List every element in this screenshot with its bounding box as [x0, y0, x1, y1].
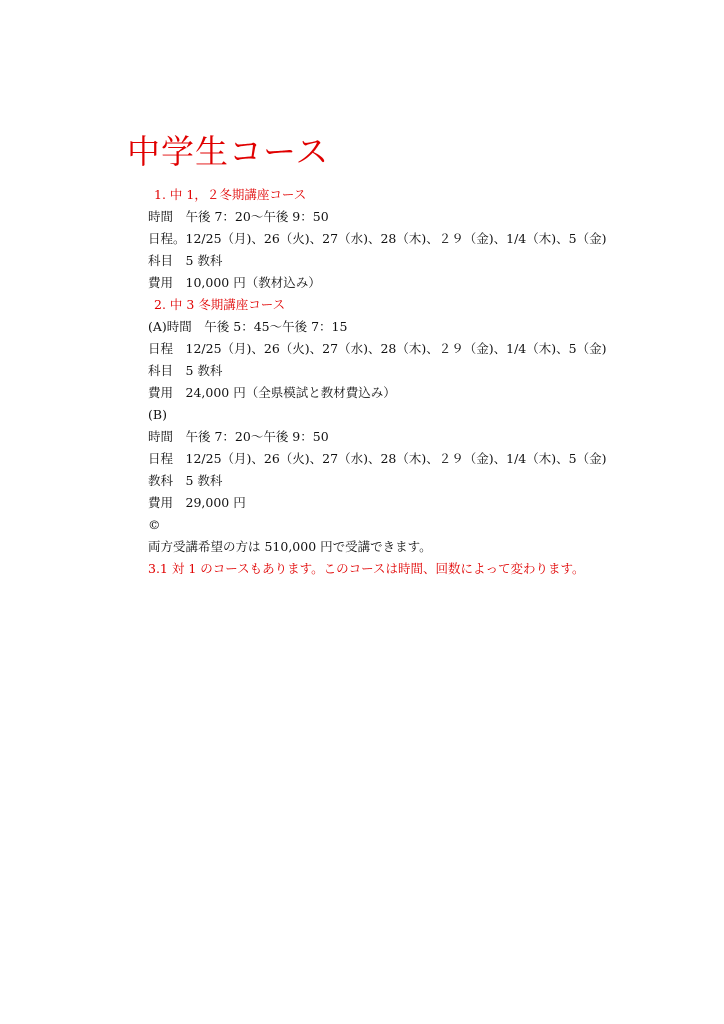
course-line: 費用 29,000 円	[148, 495, 246, 510]
course-line: 1. 中 1，２冬期講座コース	[154, 187, 307, 202]
course-line: 科目 5 教科	[148, 253, 223, 268]
course-line: 日程 12/25（月)、26（火)、27（水)、28（木)、２９（金)、1/4（木)、5（金)	[148, 341, 607, 356]
course-line: 日程。12/25（月)、26（火)、27（水)、28（木)、２９（金)、1/4（木)、5（金)	[148, 231, 607, 246]
course-line: 2. 中 3 冬期講座コース	[154, 297, 286, 312]
course-line: 日程 12/25（月)、26（火)、27（水)、28（木)、２９（金)、1/4（木)、5（金)	[148, 451, 607, 466]
course-line: 時間 午後 7：20～午後 9：50	[148, 209, 329, 224]
course-line: 時間 午後 7：20～午後 9：50	[148, 429, 329, 444]
course-details	[148, 184, 708, 580]
course-line: (B)	[148, 407, 167, 422]
course-line: 両方受講希望の方は 510,000 円で受講できます。	[148, 539, 432, 554]
course-line: ©	[148, 517, 161, 532]
course-line: 費用 24,000 円（全県模試と教材費込み）	[148, 385, 396, 400]
course-line: 3.1 対 1 のコースもあります。このコースは時間、回数によって変わります。	[148, 561, 585, 576]
course-line: 科目 5 教科	[148, 363, 223, 378]
course-line: 教科 5 教科	[148, 473, 223, 488]
page-title: 中学生コース	[127, 132, 330, 171]
course-line: 費用 10,000 円（教材込み）	[148, 275, 321, 290]
course-line: (A)時間 午後 5：45～午後 7：15	[148, 319, 348, 334]
